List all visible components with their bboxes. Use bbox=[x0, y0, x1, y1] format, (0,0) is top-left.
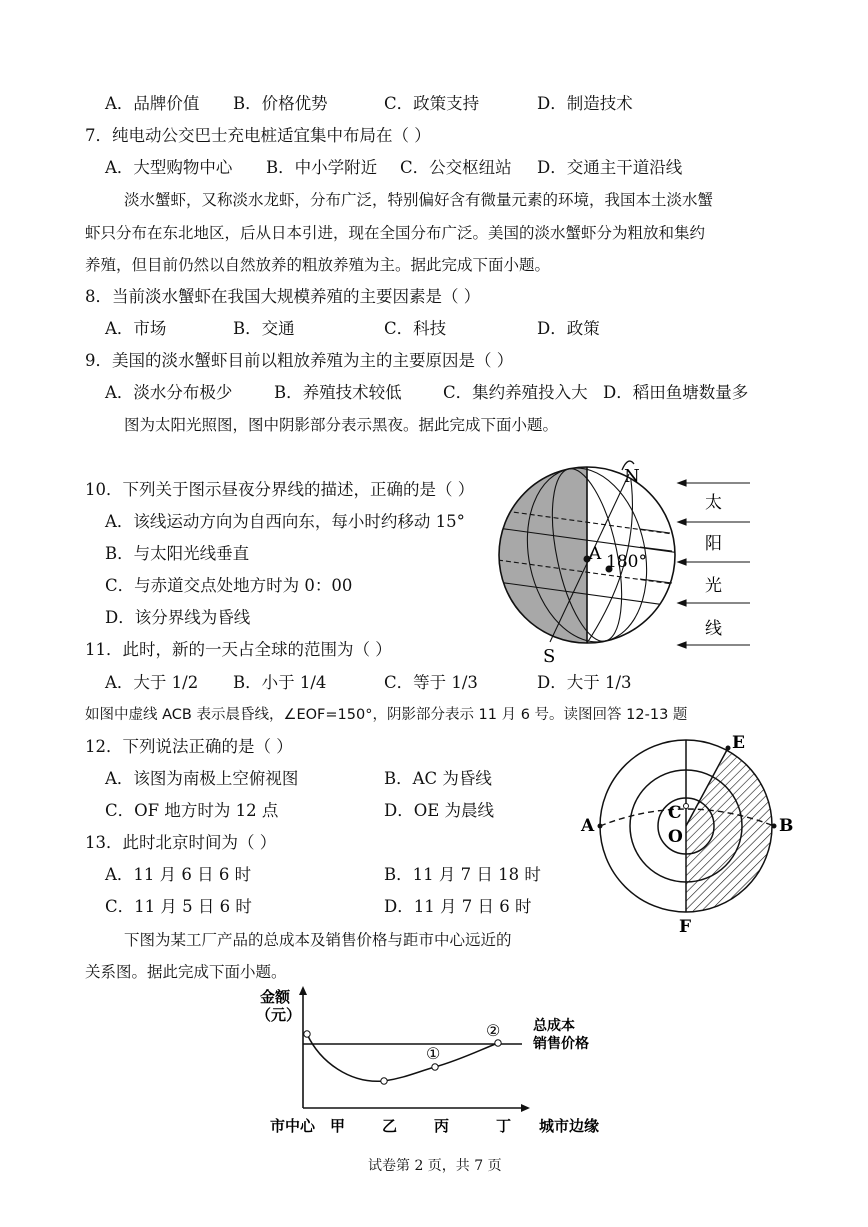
q11-option-a: A．大于 1/2 bbox=[105, 673, 199, 692]
x-tick-yi: 乙 bbox=[382, 1117, 398, 1135]
marker-2: ② bbox=[486, 1021, 501, 1040]
dot-e bbox=[726, 746, 731, 751]
dot-c bbox=[684, 804, 689, 809]
sun-char-4: 线 bbox=[705, 619, 722, 639]
q12-option-d: D．OE 为晨线 bbox=[384, 801, 495, 820]
label-e: E bbox=[732, 733, 745, 753]
q11-option-b: B．小于 1/4 bbox=[233, 673, 327, 692]
legend-total-cost: 总成本 bbox=[533, 1018, 575, 1034]
q6-option-d: D．制造技术 bbox=[537, 94, 633, 113]
label-north: N bbox=[624, 466, 640, 487]
point-start bbox=[304, 1031, 310, 1037]
point-yi bbox=[381, 1078, 387, 1084]
label-o: O bbox=[668, 827, 683, 847]
sun-char-1: 太 bbox=[705, 493, 722, 513]
q11-option-d: D．大于 1/3 bbox=[537, 673, 632, 692]
sun-char-3: 光 bbox=[705, 576, 722, 596]
q12-option-b: B．AC 为昏线 bbox=[384, 769, 492, 788]
page-footer: 试卷第 2 页，共 7 页 bbox=[368, 1158, 502, 1174]
q9-option-a: A．淡水分布极少 bbox=[105, 383, 233, 402]
night-shading bbox=[499, 467, 587, 643]
q8-option-a: A．市场 bbox=[105, 319, 167, 338]
x-tick-ding: 丁 bbox=[496, 1117, 512, 1135]
x-start-label: 市中心 bbox=[270, 1117, 316, 1135]
label-b: B bbox=[779, 816, 794, 836]
q9-stem: 9．美国的淡水蟹虾目前以粗放养殖为主的主要原因是（ ） bbox=[85, 351, 514, 370]
label-180: 180° bbox=[606, 552, 647, 572]
q13-option-c: C．11 月 5 日 6 时 bbox=[105, 897, 252, 916]
q8-option-b: B．交通 bbox=[233, 319, 295, 338]
x-tick-jia: 甲 bbox=[330, 1117, 346, 1135]
intro-sunlight: 图为太阳光照图，图中阴影部分表示黑夜。据此完成下面小题。 bbox=[124, 416, 559, 434]
x-axis-arrow-icon bbox=[521, 1104, 530, 1112]
intro-polar: 如图中虚线 ACB 表示晨昏线，∠EOF=150°，阴影部分表示 11 月 6 号。读图回答 12-13 题 bbox=[85, 707, 688, 723]
q8-stem: 8．当前淡水蟹虾在我国大规模养殖的主要因素是（ ） bbox=[85, 287, 481, 306]
q13-option-a: A．11 月 6 日 6 时 bbox=[105, 865, 252, 884]
polar-view-figure bbox=[575, 730, 805, 940]
q8-option-d: D．政策 bbox=[537, 319, 600, 338]
sunlight-globe-figure bbox=[490, 450, 770, 670]
hatched-region bbox=[686, 751, 772, 912]
q13-stem: 13．此时北京时间为（ ） bbox=[85, 833, 277, 852]
legend-sale-price: 销售价格 bbox=[533, 1036, 589, 1052]
q10-stem: 10．下列关于图示昼夜分界线的描述，正确的是（ ） bbox=[85, 480, 475, 499]
dot-b bbox=[772, 824, 777, 829]
q11-option-c: C．等于 1/3 bbox=[384, 673, 478, 692]
q10-option-d: D．该分界线为昏线 bbox=[105, 608, 251, 627]
label-c: C bbox=[668, 803, 682, 823]
marker-1: ① bbox=[426, 1044, 441, 1063]
y-axis-arrow-icon bbox=[299, 986, 307, 995]
point-bing bbox=[432, 1064, 438, 1070]
intro-factory-2: 关系图。据此完成下面小题。 bbox=[85, 963, 287, 981]
q6-option-c: C．政策支持 bbox=[384, 94, 480, 113]
label-a: A bbox=[581, 816, 595, 836]
q10-option-a: A．该线运动方向为自西向东，每小时约移动 15° bbox=[105, 512, 465, 531]
q8-option-c: C．科技 bbox=[384, 319, 447, 338]
q9-option-c: C．集约养殖投入大 bbox=[443, 383, 588, 402]
q6-option-a: A．品牌价值 bbox=[105, 94, 200, 113]
q6-option-b: B．价格优势 bbox=[233, 94, 328, 113]
q13-option-b: B．11 月 7 日 18 时 bbox=[384, 865, 541, 884]
dot-a bbox=[598, 824, 603, 829]
point-ding bbox=[495, 1040, 501, 1046]
y-axis-label-1: 金额 bbox=[260, 988, 291, 1006]
q12-option-a: A．该图为南极上空俯视图 bbox=[105, 769, 299, 788]
q10-option-b: B．与太阳光线垂直 bbox=[105, 544, 250, 563]
intro-factory-1: 下图为某工厂产品的总成本及销售价格与距市中心远近的 bbox=[124, 931, 512, 949]
q12-stem: 12．下列说法正确的是（ ） bbox=[85, 737, 293, 756]
passage-line-1: 淡水蟹虾，又称淡水龙虾，分布广泛，特别偏好含有微量元素的环境，我国本土淡水蟹 bbox=[124, 191, 714, 209]
y-axis-label-2: （元） bbox=[256, 1006, 302, 1024]
passage-line-2: 虾只分布在东北地区，后从日本引进，现在全国分布广泛。美国的淡水蟹虾分为粗放和集约 bbox=[85, 224, 706, 242]
q7-option-a: A．大型购物中心 bbox=[105, 158, 233, 177]
q12-option-c: C．OF 地方时为 12 点 bbox=[105, 801, 279, 820]
q13-option-d: D．11 月 7 日 6 时 bbox=[384, 897, 532, 916]
series-total-cost bbox=[307, 1034, 498, 1081]
x-tick-bing: 丙 bbox=[434, 1117, 450, 1135]
q7-option-b: B．中小学附近 bbox=[266, 158, 378, 177]
q7-option-c: C．公交枢纽站 bbox=[400, 158, 512, 177]
q10-option-c: C．与赤道交点处地方时为 0：00 bbox=[105, 576, 353, 595]
sun-char-2: 阳 bbox=[705, 534, 722, 554]
cost-price-chart bbox=[255, 982, 615, 1142]
q7-stem: 7．纯电动公交巴士充电桩适宜集中布局在（ ） bbox=[85, 126, 431, 145]
x-end-label: 城市边缘 bbox=[539, 1117, 600, 1135]
q11-stem: 11．此时，新的一天占全球的范围为（ ） bbox=[85, 640, 392, 659]
q7-option-d: D．交通主干道沿线 bbox=[537, 158, 683, 177]
passage-line-3: 养殖，但目前仍然以自然放养的粗放养殖为主。据此完成下面小题。 bbox=[85, 256, 551, 274]
label-f: F bbox=[679, 917, 692, 937]
label-south: S bbox=[543, 646, 556, 667]
q9-option-d: D．稻田鱼塘数量多 bbox=[603, 383, 749, 402]
label-point-a: A bbox=[589, 544, 602, 564]
q9-option-b: B．养殖技术较低 bbox=[274, 383, 402, 402]
